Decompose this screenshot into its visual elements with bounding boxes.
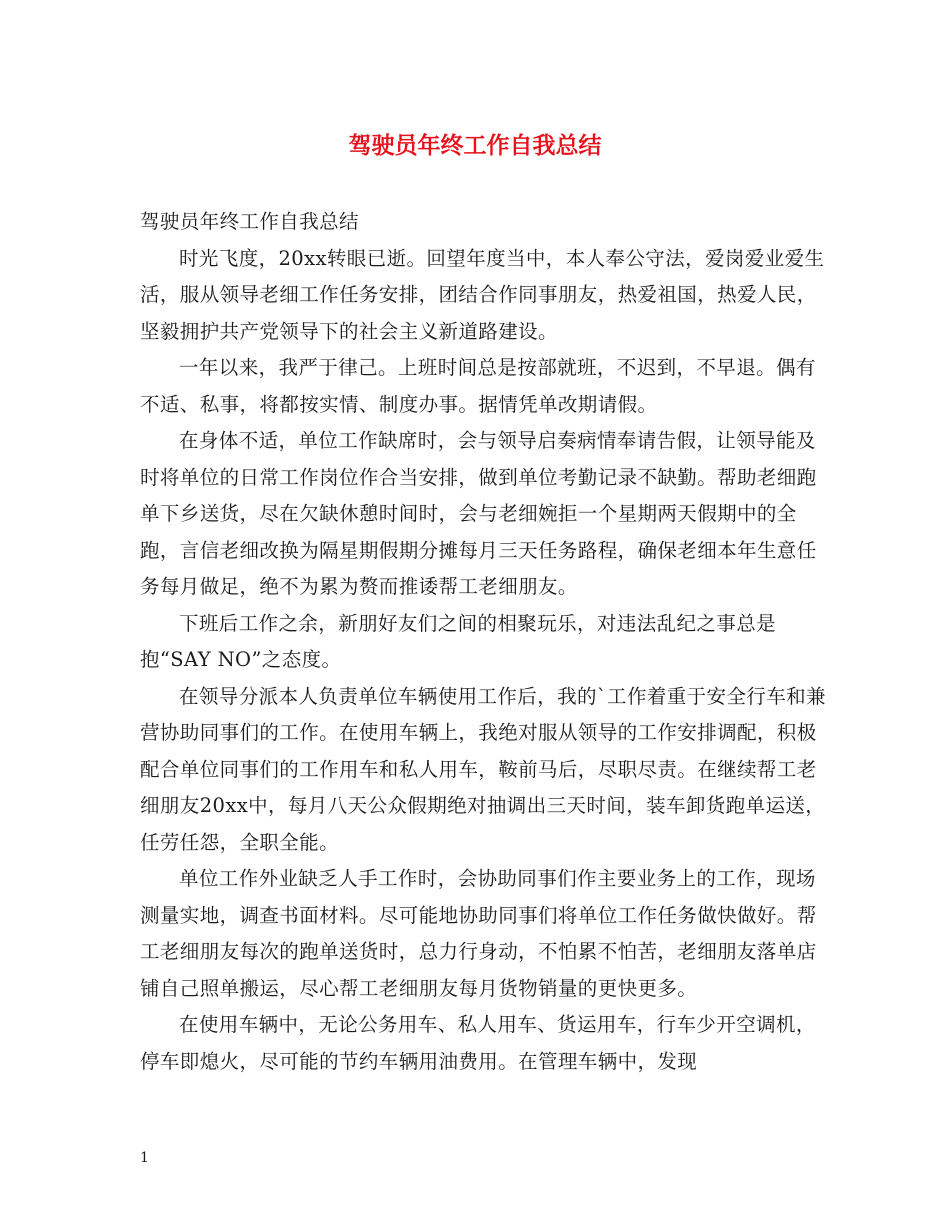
document-title: 驾驶员年终工作自我总结 bbox=[348, 132, 602, 159]
paragraph: 在身体不适，单位工作缺席时，会与领导启奏病情奉请告假，让领导能及时将单位的日常工作岗位作合当安排，做到单位考勤记录不缺勤。帮助老细跑单下乡送货，尽在欠缺休憩时间时，会与老细婉拒一个星期两天假期中的全跑，言信老细改换为隔星期假期分摊每月三天任务路程，确保老细本年生意任务每月做足，绝不为累为赘而推诿帮工老细朋友。 bbox=[140, 429, 817, 598]
document-body bbox=[140, 204, 830, 1080]
paragraph: 在领导分派本人负责单位车辆使用工作后，我的`工作着重于安全行车和兼营协助同事们的工作。在使用车辆上，我绝对服从领导的工作安排调配，积极配合单位同事们的工作用车和私人用车，鞍前马后，尽职尽责。在继续帮工老细朋友20xx中，每月八天公众假期绝对抽调出三天时间，装车卸货跑单运送，任劳任怨，全职全能。 bbox=[140, 684, 826, 854]
paragraph: 在使用车辆中，无论公务用车、私人用车、货运用车，行车少开空调机，停车即熄火，尽可能的节约车辆用油费用。在管理车辆中，发现 bbox=[140, 1013, 816, 1073]
paragraph: 一年以来，我严于律己。上班时间总是按部就班，不迟到，不早退。偶有不适、私事，将都按实情、制度办事。据情凭单改期请假。 bbox=[140, 356, 816, 416]
document-subtitle: 驾驶员年终工作自我总结 bbox=[140, 210, 359, 233]
paragraph: 时光飞度，20xx转眼已逝。回望年度当中，本人奉公守法，爱岗爱业爱生活，服从领导老细工作任务安排，团结合作同事朋友，热爱祖国，热爱人民，坚毅拥护共产党领导下的社会主义新道路建设。 bbox=[140, 246, 825, 343]
paragraph: 单位工作外业缺乏人手工作时，会协助同事们作主要业务上的工作，现场测量实地，调查书面材料。尽可能地协助同事们将单位工作任务做快做好。帮工老细朋友每次的跑单送货时，总力行身动，不怕累不怕苦，老细朋友落单店铺自己照单搬运，尽心帮工老细朋友每月货物销量的更快更多。 bbox=[140, 867, 817, 1000]
page-number: 1 bbox=[140, 1150, 149, 1166]
paragraph: 下班后工作之余，新朋好友们之间的相聚玩乐，对违法乱纪之事总是抱“SAY NO”之态度。 bbox=[140, 611, 777, 671]
